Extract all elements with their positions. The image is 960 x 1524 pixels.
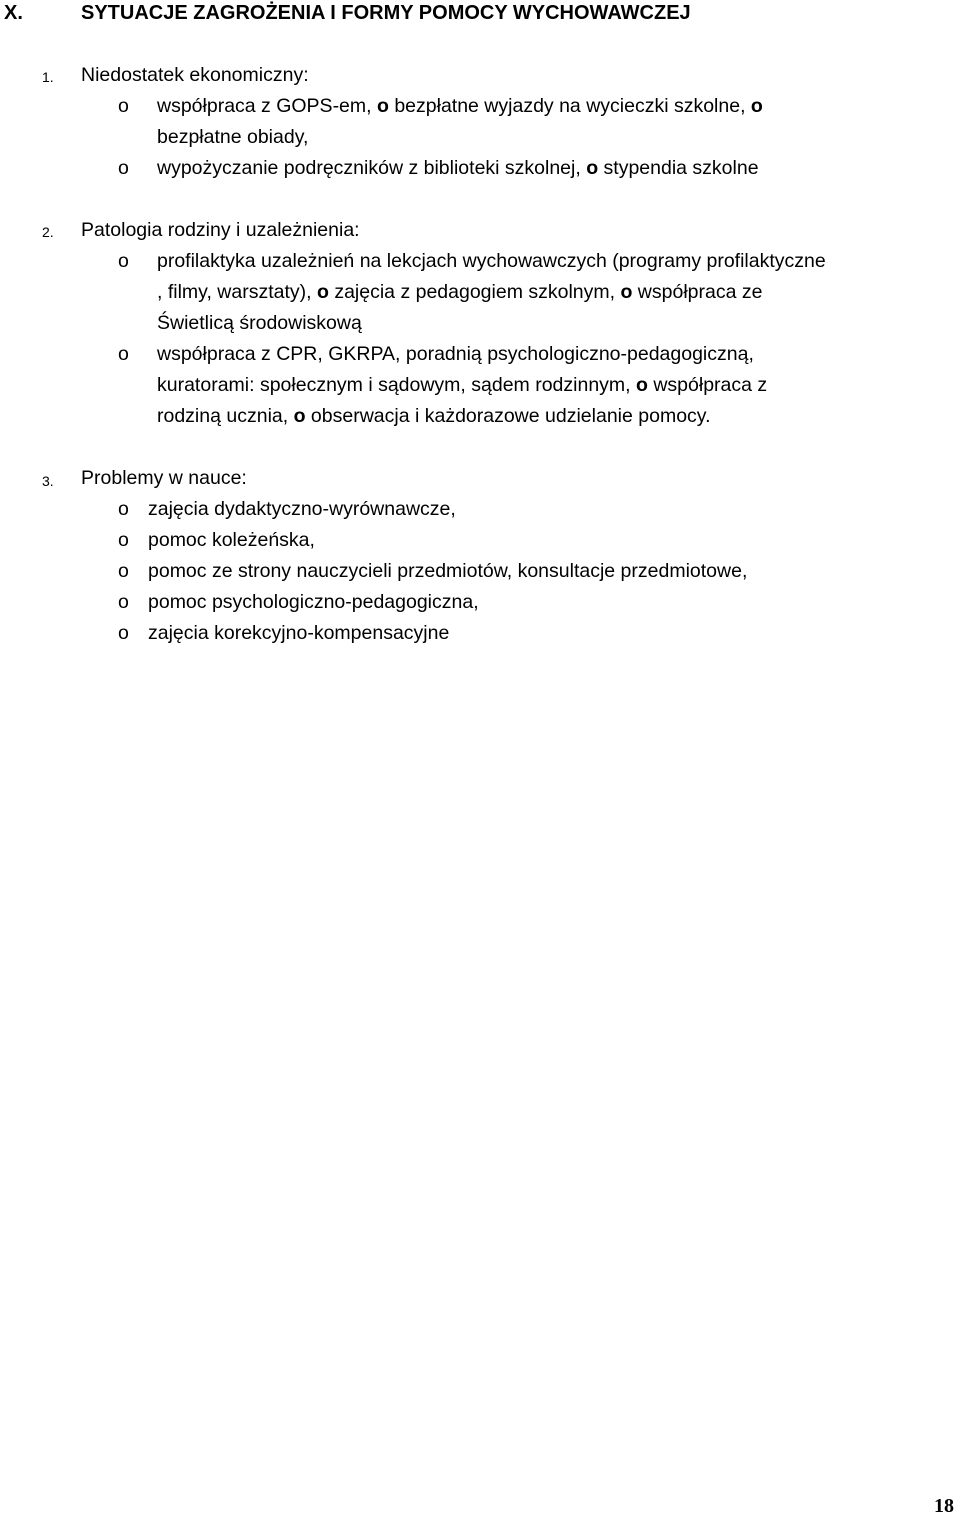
chapter-number: X. — [4, 2, 23, 24]
bullet-marker: o — [118, 622, 129, 644]
bullet-marker: o — [118, 591, 129, 613]
list-item-line: bezpłatne obiady, — [157, 126, 309, 148]
section-number: 1. — [42, 69, 54, 85]
bullet-marker: o — [118, 343, 129, 365]
bullet-marker: o — [118, 498, 129, 520]
bullet-marker: o — [118, 529, 129, 551]
bullet-marker: o — [118, 95, 129, 117]
page-number: 18 — [934, 1495, 954, 1517]
list-item-line: rodziną ucznia, o obserwacja i każdorazowe udzielanie pomocy. — [157, 405, 711, 427]
list-item-line: kuratorami: społecznym i sądowym, sądem rodzinnym, o współpraca z — [157, 374, 768, 396]
list-item: pomoc ze strony nauczycieli przedmiotów, konsultacje przedmiotowe, — [148, 560, 748, 582]
bullet-marker: o — [118, 157, 129, 179]
list-item: zajęcia korekcyjno-kompensacyjne — [148, 622, 450, 644]
list-item-line: profilaktyka uzależnień na lekcjach wychowawczych (programy profilaktyczne — [157, 250, 826, 272]
list-item-line: wypożyczanie podręczników z biblioteki szkolnej, o stypendia szkolne — [157, 157, 759, 179]
section-number: 3. — [42, 473, 54, 489]
section-title: Patologia rodziny i uzależnienia: — [81, 219, 360, 241]
section-title: Problemy w nauce: — [81, 467, 247, 489]
list-item-line: , filmy, warsztaty), o zajęcia z pedagogiem szkolnym, o współpraca ze — [157, 281, 763, 303]
list-item-line: współpraca z CPR, GKRPA, poradnią psychologiczno-pedagogiczną, — [157, 343, 754, 365]
bullet-marker: o — [118, 250, 129, 272]
list-item: zajęcia dydaktyczno-wyrównawcze, — [148, 498, 456, 520]
bullet-marker: o — [118, 560, 129, 582]
list-item-line: Świetlicą środowiskową — [157, 312, 362, 334]
list-item-line: współpraca z GOPS-em, o bezpłatne wyjazdy na wycieczki szkolne, o — [157, 95, 763, 117]
list-item: pomoc psychologiczno-pedagogiczna, — [148, 591, 479, 613]
section-title: Niedostatek ekonomiczny: — [81, 64, 309, 86]
chapter-title: SYTUACJE ZAGROŻENIA I FORMY POMOCY WYCHOWAWCZEJ — [81, 2, 691, 24]
section-number: 2. — [42, 224, 54, 240]
list-item: pomoc koleżeńska, — [148, 529, 315, 551]
